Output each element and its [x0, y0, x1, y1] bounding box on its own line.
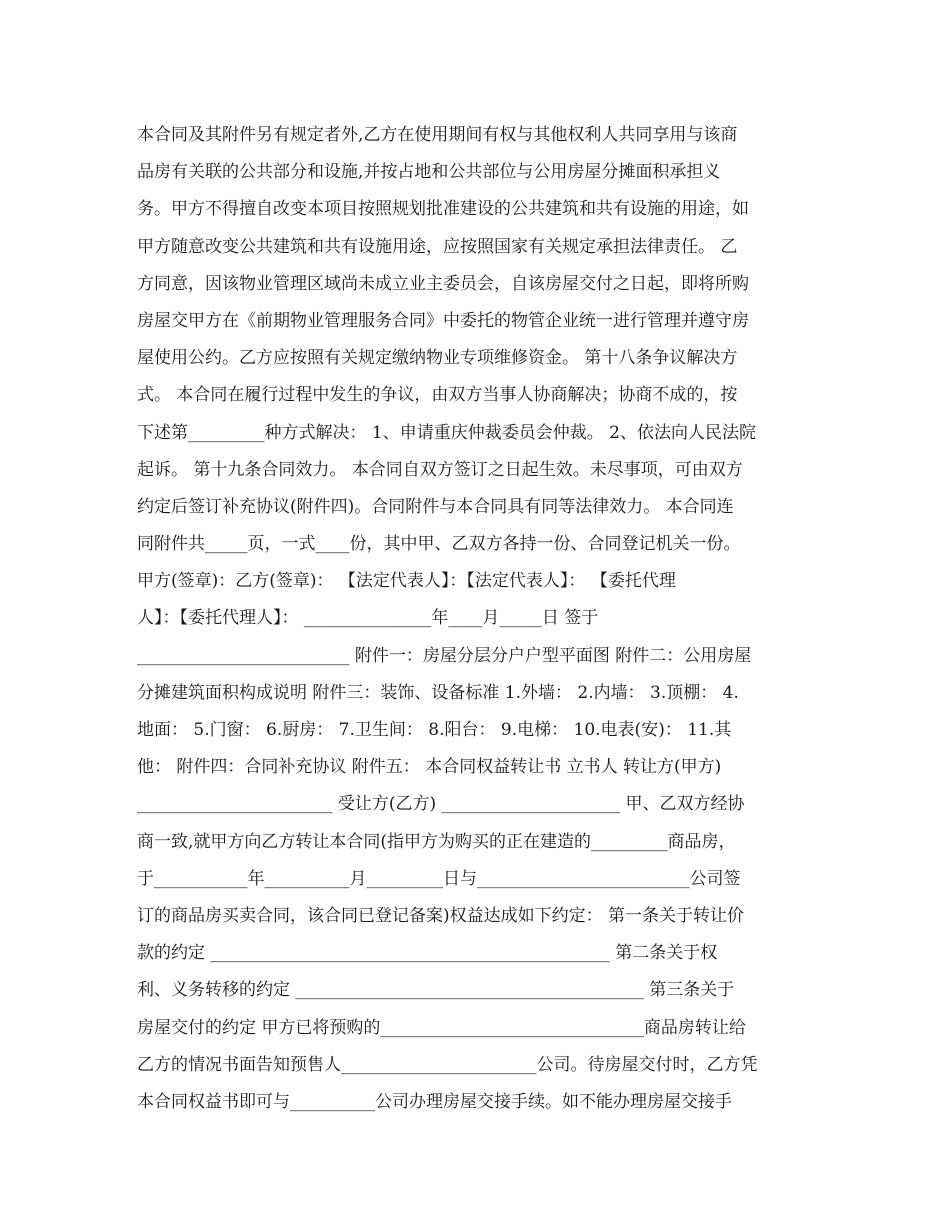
text-line: 本合同及其附件另有规定者外,乙方在使用期间有权与其他权利人共同享用与该商: [137, 125, 738, 145]
text-line: 他： 附件四：合同补充协议 附件五： 本合同权益转让书 立书人 转让方(甲方): [137, 757, 722, 778]
text-line: 务。甲方不得擅自改变本项目按照规划批准建设的公共建筑和共有设施的用途，如: [137, 199, 749, 220]
text-line: 款的约定 _______________________________________________ 第二条关于权: [137, 943, 718, 964]
text-line: 乙方的情况书面告知预售人_______________________公司。待房屋交付时，乙方凭: [137, 1054, 758, 1075]
text-line: 下述第_________种方式解决： 1、申请重庆仲裁委员会仲裁。 2、依法向人民法院: [137, 422, 756, 443]
text-line: 式。 本合同在履行过程中发生的争议，由双方当事人协商解决；协商不成的，按: [137, 385, 738, 406]
text-line: 方同意，因该物业管理区域尚未成立业主委员会，自该房屋交付之日起，即将所购: [137, 273, 749, 294]
text-line: 分摊建筑面积构成说明 附件三：装饰、设备标准 1.外墙： 2.内墙： 3.顶棚： 4.: [137, 682, 739, 703]
text-line: 屋使用公约。乙方应按照有关规定缴纳物业专项维修资金。 第十八条争议解决方: [137, 348, 738, 369]
text-line: 同附件共_____页，一式____份，其中甲、乙双方各持一份、合同登记机关一份。: [137, 534, 741, 555]
text-line: 约定后签订补充协议(附件四)。合同附件与本合同具有同等法律效力。 本合同连: [137, 496, 734, 517]
text-line: _______________________ 受让方(乙方) _____________________ 甲、乙双方经协: [137, 794, 745, 815]
text-line: 起诉。 第十九条合同效力。 本合同自双方签订之日起生效。未尽事项，可由双方: [137, 459, 743, 480]
text-line: 品房有关联的公共部分和设施,并按占地和公共部位与公用房屋分摊面积承担义: [137, 162, 721, 183]
text-line: 人】：【委托代理人】： _______________年____月_____日 签于: [137, 608, 599, 629]
text-line: 本合同权益书即可与__________公司办理房屋交接手续。如不能办理房屋交接手: [137, 1091, 732, 1112]
text-line: 房屋交甲方在《前期物业管理服务合同》中委托的物管企业统一进行管理并遵守房: [137, 310, 749, 331]
text-line: 于___________年__________月_________日与_________________________公司签: [137, 868, 741, 889]
text-line: 订的商品房买卖合同，该合同已登记备案)权益达成如下约定： 第一条关于转让价: [137, 905, 745, 926]
text-line: 商一致,就甲方向乙方转让本合同(指甲方为购买的正在建造的_________商品房，: [137, 831, 736, 852]
text-line: 地面： 5.门窗： 6.厨房： 7.卫生间： 8.阳台： 9.电梯： 10.电表(安)： 11.其: [137, 720, 732, 740]
text-line: 甲方随意改变公共建筑和共有设施用途，应按照国家有关规定承担法律责任。 乙: [137, 236, 738, 257]
contract-body-text: [137, 117, 827, 1121]
text-line: 房屋交付的约定 甲方已将预购的_______________________________商品房转让给: [137, 1017, 746, 1038]
text-line: 甲方(签章)：乙方(签章)： 【法定代表人】：【法定代表人】： 【委托代理: [137, 571, 676, 592]
text-line: 利、义务转移的约定 _________________________________________ 第三条关于: [137, 980, 735, 1001]
text-line: _________________________ 附件一：房屋分层分户户型平面图 附件二：公用房屋: [137, 645, 752, 666]
